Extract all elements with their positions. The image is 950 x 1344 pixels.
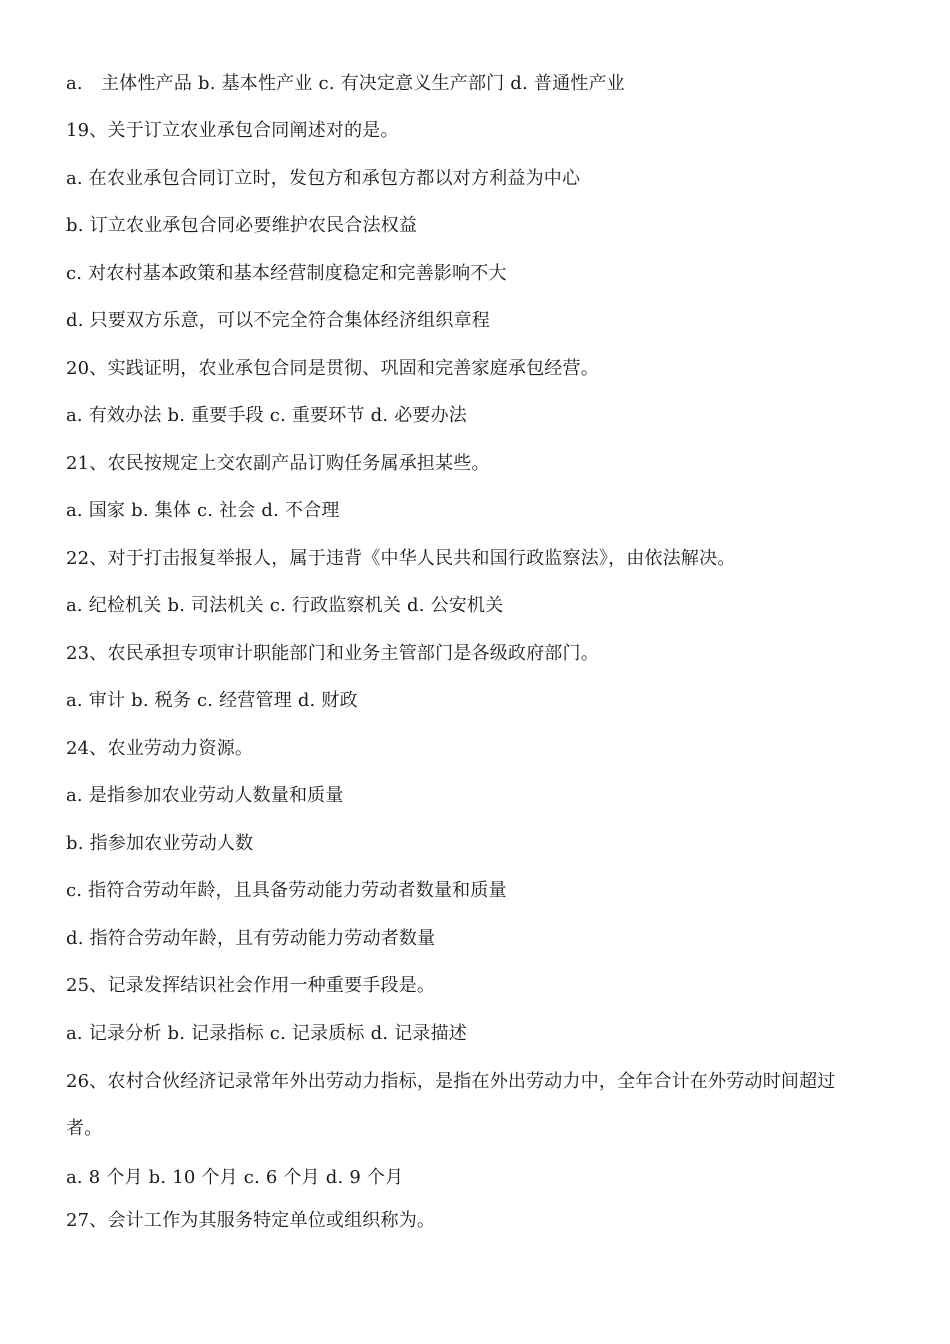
question-26-continued: 者。	[66, 1118, 103, 1139]
option-24-a: a. 是指参加农业劳动人数量和质量	[66, 785, 344, 806]
question-19: 19、关于订立农业承包合同阐述对的是。	[66, 120, 399, 141]
option-19-c: c. 对农村基本政策和基本经营制度稳定和完善影响不大	[66, 263, 507, 284]
option-line-23: a. 审计 b. 税务 c. 经营管理 d. 财政	[66, 690, 358, 711]
question-26: 26、农村合伙经济记录常年外出劳动力指标，是指在外出劳动力中，全年合计在外劳动时间超过	[66, 1071, 836, 1092]
option-line-21: a. 国家 b. 集体 c. 社会 d. 不合理	[66, 500, 340, 521]
option-19-b: b. 订立农业承包合同必要维护农民合法权益	[66, 215, 418, 236]
question-22: 22、对于打击报复举报人，属于违背《中华人民共和国行政监察法》，由依法解决。	[66, 548, 736, 569]
option-line-26: a. 8 个月 b. 10 个月 c. 6 个月 d. 9 个月	[66, 1167, 404, 1188]
option-24-d: d. 指符合劳动年龄，且有劳动能力劳动者数量	[66, 928, 436, 949]
question-27: 27、会计工作为其服务特定单位或组织称为。	[66, 1210, 436, 1231]
option-19-d: d. 只要双方乐意，可以不完全符合集体经济组织章程	[66, 310, 490, 331]
question-20: 20、实践证明，农业承包合同是贯彻、巩固和完善家庭承包经营。	[66, 358, 599, 379]
option-24-b: b. 指参加农业劳动人数	[66, 833, 254, 854]
option-24-c: c. 指符合劳动年龄，且具备劳动能力劳动者数量和质量	[66, 880, 507, 901]
option-line-20: a. 有效办法 b. 重要手段 c. 重要环节 d. 必要办法	[66, 405, 467, 426]
question-25: 25、记录发挥结识社会作用一种重要手段是。	[66, 975, 436, 996]
option-19-a: a. 在农业承包合同订立时，发包方和承包方都以对方利益为中心	[66, 168, 581, 189]
option-line-18: a. 主体性产品 b. 基本性产业 c. 有决定意义生产部门 d. 普通性产业	[66, 73, 625, 94]
question-21: 21、农民按规定上交农副产品订购任务属承担某些。	[66, 453, 490, 474]
option-line-25: a. 记录分析 b. 记录指标 c. 记录质标 d. 记录描述	[66, 1023, 467, 1044]
option-line-22: a. 纪检机关 b. 司法机关 c. 行政监察机关 d. 公安机关	[66, 595, 504, 616]
question-23: 23、农民承担专项审计职能部门和业务主管部门是各级政府部门。	[66, 643, 599, 664]
question-24: 24、农业劳动力资源。	[66, 738, 254, 759]
